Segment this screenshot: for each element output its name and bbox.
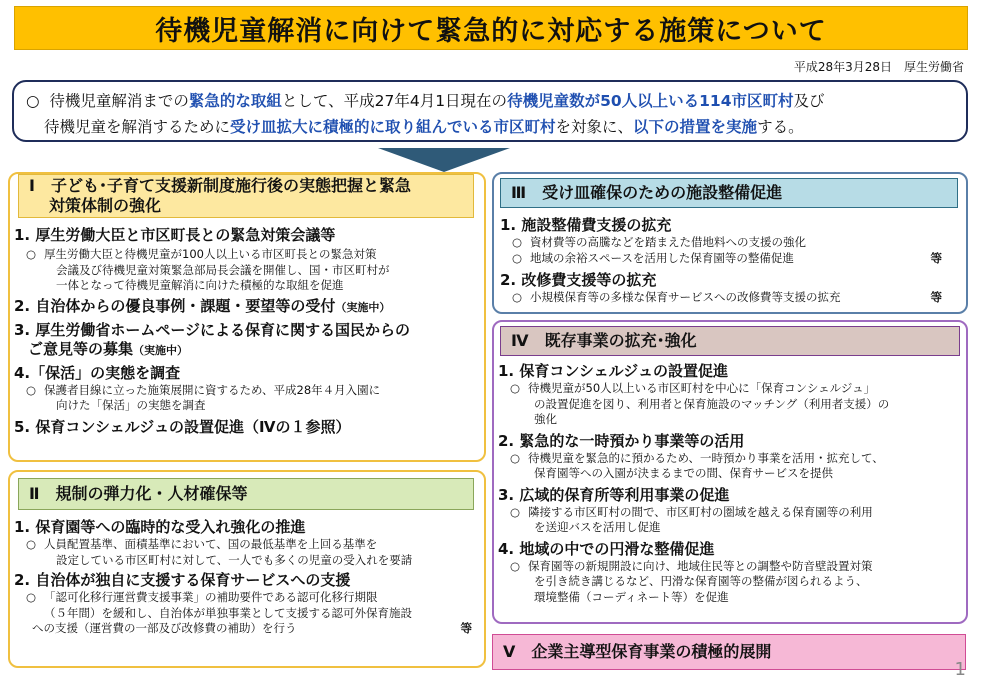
circle-bullet: ○ (510, 558, 521, 573)
section-3-content (500, 216, 964, 306)
circle-bullet: ○ (510, 504, 521, 519)
section-1-item-5: 5. 保育コンシェルジュの設置促進（Ⅳの１参照） (14, 417, 351, 436)
note-text: 保育園等への入園が決まるまでの間、保育サービスを提供 (534, 466, 833, 480)
circle-bullet: ○ (26, 382, 37, 397)
section-1-item-3 (14, 321, 484, 360)
section-1-item-1: 1. 厚生労働大臣と市区町長との緊急対策会議等 (14, 226, 336, 244)
section-4-item-1-note (498, 381, 964, 428)
section-1-heading-line-1: Ⅰ 子ども･子育て支援新制度施行後の実態把握と緊急 (29, 176, 411, 195)
section-3-item-1: 1. 施設整備費支援の拡充 (500, 216, 672, 234)
circle-bullet: ○ (510, 450, 521, 465)
section-2-item-1-note (14, 537, 480, 568)
down-arrow-icon (378, 148, 510, 172)
circle-bullet: ○ (26, 247, 37, 261)
note-text: 厚生労働大臣と待機児童が100人以上いる市区町長との緊急対策 (44, 247, 377, 261)
section-1-heading (18, 174, 474, 218)
circle-bullet: ○ (26, 590, 37, 604)
item-text: ご意見等の募集 (28, 339, 134, 358)
summary-box (12, 80, 968, 142)
note-text: を引き続き講じるなど、円滑な保育園等の整備が図られるよう、 (534, 574, 868, 588)
note-text: 強化 (534, 412, 557, 426)
section-4-item-2: 2. 緊急的な一時預かり事業等の活用 (498, 431, 745, 450)
section-4-heading: Ⅳ 既存事業の拡充･強化 (500, 326, 960, 356)
summary-text: を対象に、 (555, 118, 634, 136)
section-3-item-2: 2. 改修費支援等の拡充 (500, 271, 657, 289)
section-2-heading: Ⅱ 規制の弾力化・人材確保等 (18, 478, 474, 510)
section-1-heading-line-2: 対策体制の強化 (49, 196, 162, 215)
summary-line-2 (26, 114, 954, 140)
note-text: 待機児童が50人以上いる市区町村を中心に「保育コンシェルジュ」 (528, 381, 876, 395)
summary-text: 待機児童を解消するために (44, 118, 231, 136)
note-text: 「認可化移行運営費支援事業」の補助要件である認可化移行期限 (44, 590, 378, 604)
status-note: （実施中） (133, 343, 189, 357)
summary-text: 待機児童解消までの (49, 92, 189, 110)
section-4-content (498, 362, 964, 605)
summary-highlight: 受け皿拡大に積極的に取り組んでいる市区町村 (230, 118, 556, 136)
note-text: 隣接する市区町村の間で、市区町村の圏域を越える保育園等の利用 (528, 504, 873, 519)
section-2-content (14, 518, 480, 637)
summary-line-1 (26, 88, 954, 114)
circle-bullet: ○ (510, 381, 521, 395)
section-2-item-1: 1. 保育園等への臨時的な受入れ強化の推進 (14, 518, 306, 536)
summary-text: 及び (793, 92, 825, 110)
section-1-item-1-note (14, 247, 484, 294)
section-3-heading: Ⅲ 受け皿確保のための施設整備促進 (500, 178, 958, 208)
note-text: （５年間）を緩和し、自治体が単独事業として支援する認可外保育施設 (44, 605, 412, 620)
section-3-item-1-note (500, 235, 964, 266)
note-text: の設置促進を図り、利用者と保育施設のマッチング（利用者支援）の (534, 396, 890, 411)
circle-bullet: ○ (512, 290, 523, 304)
note-text: 環境整備（コーディネート等）を促進 (534, 589, 729, 604)
note-text: 資材費等の高騰などを踏まえた借地料への支援の強化 (530, 235, 806, 249)
bullet: ○ (26, 92, 40, 110)
section-4-item-1: 1. 保育コンシェルジュの設置促進 (498, 362, 729, 380)
note-text: 人員配置基準、面積基準において、国の最低基準を上回る基準を (44, 537, 378, 551)
status-note: （実施中） (335, 300, 391, 314)
circle-bullet: ○ (26, 537, 37, 551)
page-number: 1 (954, 659, 966, 680)
section-5-heading: Ⅴ 企業主導型保育事業の積極的展開 (492, 634, 966, 670)
note-text: 会議及び待機児童対策緊急部局長会議を開催し、国・市区町村が (56, 262, 390, 277)
note-text: 設定している市区町村に対して、一人でも多くの児童の受入れを要請 (56, 552, 413, 567)
section-1-item-4-note (14, 383, 484, 414)
summary-text: として、平成27年4月1日現在の (281, 92, 508, 110)
etc-label: 等 (930, 250, 942, 265)
section-1-content (14, 226, 484, 437)
note-text: 小規模保育等の多様な保育サービスへの改修費等支援の拡充 (530, 290, 841, 304)
circle-bullet: ○ (512, 235, 523, 249)
section-2-item-2-note (14, 590, 480, 637)
summary-highlight: 待機児童数が50人以上いる114市区町村 (507, 92, 794, 110)
etc-label: 等 (930, 290, 942, 304)
section-4-item-2-note (498, 451, 964, 482)
section-4-item-3: 3. 広域的保育所等利用事業の促進 (498, 485, 730, 504)
section-4-item-3-note (498, 505, 964, 536)
note-text: 一体となって待機児童解消に向けた積極的な取組を促進 (56, 278, 344, 292)
section-2-item-2: 2. 自治体が独自に支援する保育サービスへの支援 (14, 571, 351, 589)
dateline: 平成28年3月28日 厚生労働省 (793, 60, 964, 74)
note-text: への支援（運営費の一部及び改修費の補助）を行う (32, 621, 297, 635)
summary-highlight: 緊急的な取組 (188, 92, 282, 110)
etc-label: 等 (460, 621, 472, 635)
item-text: 2. 自治体からの優良事例・課題・要望等の受付 (14, 296, 336, 315)
note-text: 待機児童を緊急的に預かるため、一時預かり事業を活用・拡充して、 (528, 450, 884, 465)
note-text: 保護者目線に立った施策展開に資するため、平成28年４月入園に (44, 382, 381, 397)
section-4-item-4-note (498, 559, 964, 606)
note-text: 地域の余裕スペースを活用した保育園等の整備促進 (530, 250, 794, 265)
section-4-item-4: 4. 地域の中での円滑な整備促進 (498, 539, 715, 558)
section-1-item-4: 4.「保活」の実態を調査 (14, 363, 181, 382)
circle-bullet: ○ (512, 250, 523, 265)
note-text: 保育園等の新規開設に向け、地域住民等との調整や防音壁設置対策 (528, 558, 873, 573)
section-1-item-2 (14, 297, 484, 317)
note-text: を送迎バスを活用し促進 (534, 520, 661, 534)
note-text: 向けた「保活」の実態を調査 (56, 398, 206, 412)
summary-text: する。 (757, 118, 804, 136)
section-3-item-2-note (500, 290, 964, 306)
summary-highlight: 以下の措置を実施 (633, 118, 758, 136)
item-text: 3. 厚生労働省ホームページによる保育に関する国民からの (14, 320, 411, 339)
page-title: 待機児童解消に向けて緊急的に対応する施策について (14, 6, 968, 50)
